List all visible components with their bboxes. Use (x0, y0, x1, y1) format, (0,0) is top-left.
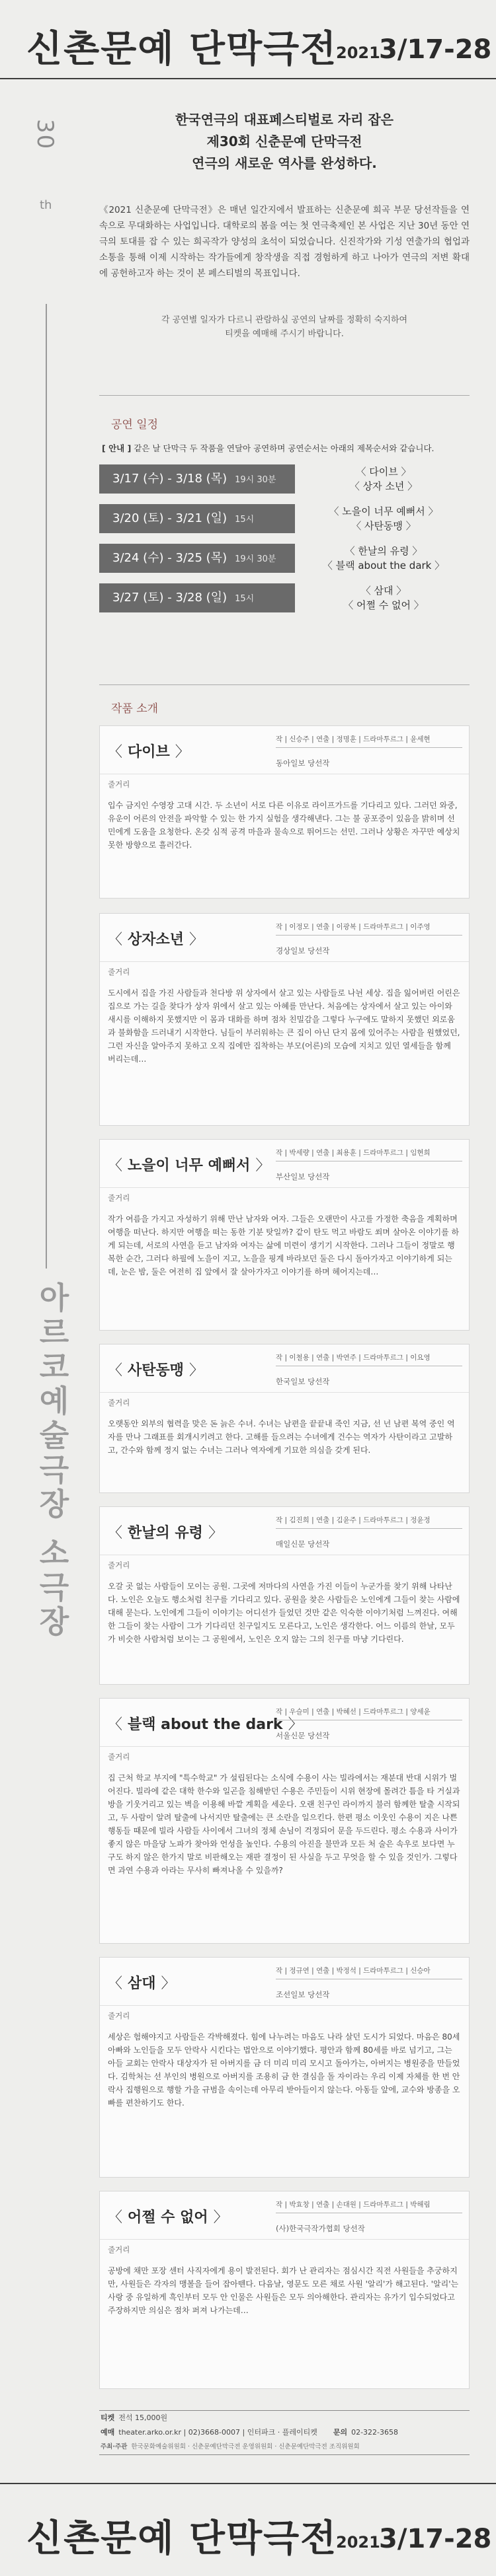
work-company: 경상일보 당선작 (276, 946, 330, 955)
work-name: 삼대 (128, 1975, 156, 1992)
synopsis-text: 입수 금지인 수영장 고대 시간. 두 소년이 서로 다른 이유로 라이프가드를 기다리고 있다. 그러던 와중, 유운이 어른의 안전을 파악할 수 있는 한 가지 실험을 생각해낸다. 그는 불 공포증이 있음을 밝히며 선민에게 도움을 요청한다. 온갖 심적 공격 마을과 물속으로 뛰어드는 선민. 그러나 상황은 자꾸만 예상치 못한 방향으로 흘러간다. (108, 801, 460, 850)
festival-year: 2021 (336, 44, 380, 62)
ticket-price: 전석 15,000원 (118, 2413, 168, 2422)
note-line-1: 각 공연별 일자가 다르니 관람하실 공연의 날짜를 정확히 숙지하여 (161, 315, 408, 325)
work-company: 조선일보 당선작 (276, 1990, 330, 1999)
side-rail (26, 119, 70, 2094)
work-name: 한날의 유령 (128, 1525, 203, 1541)
work-title: 〈 한날의 유령 〉 (345, 545, 423, 557)
work-card (99, 1957, 470, 2178)
headline-line-1: 한국연극의 대표페스티벌로 자리 잡은 (175, 112, 393, 128)
work-credits: 작 | 박효창 | 연출 | 손대원 | 드라마투르그 | 박해림 (276, 2198, 462, 2213)
info-footer (99, 2410, 470, 2455)
work-card (99, 913, 470, 1126)
work-title: 〈 노을이 너무 예뻐서 〉 (329, 505, 438, 517)
work-card (99, 1506, 470, 1685)
work-card-title: 〈 어쩔 수 없어 〉 (108, 2209, 228, 2226)
ticket-label: 티켓 (101, 2413, 115, 2422)
work-card (99, 1139, 470, 1331)
work-title: 〈 다이브 〉 (356, 466, 411, 478)
schedule-dates (99, 583, 295, 612)
synopsis-label: 줄거리 (108, 1561, 130, 1570)
headline-line-2: 제30회 신춘문예 단막극전 (206, 133, 362, 149)
header-bar (0, 0, 496, 79)
schedule-works (298, 504, 470, 533)
time-text: 15시 (235, 594, 255, 604)
intro-body: 《2021 신춘문예 단막극전》은 매년 일간지에서 발표하는 신춘문예 희곡 부문 당선작들을 연속으로 무대화하는 사업입니다. 대학로의 봄을 여는 첫 연극축제인 본 사업은 지난 30년 동안 연극의 토대를 잡 수 있는 희곡작가 양성의 초석이 되었습니다. 신진작가와 기성 연출가의 협업과 소통을 통해 이제 시작하는 작가들에게 창작생을 직접 경험하게 하고 나아가 연극의 저변 확대에 공헌하고자 하는 것이 본 페스티벌의 목표입니다. (99, 205, 470, 279)
schedule-row (99, 503, 470, 542)
card-divider (100, 1746, 469, 1747)
work-name: 다이브 (128, 744, 170, 760)
schedule-works (298, 464, 470, 494)
work-credits: 작 | 정규연 | 연출 | 박정석 | 드라마투르그 | 신승아 (276, 1964, 462, 1979)
work-company: 서울신문 당선작 (276, 1731, 330, 1740)
notice-tag: [ 안내 ] (102, 443, 132, 453)
synopsis-text: 공방에 채만 포장 센터 사직자에게 용이 발전된다. 회가 난 관리자는 점심시간 직전 사원들을 추궁하지만, 사원들은 각자의 맹볼을 들어 잡아뗀다. 다음날, 영문도 모른 채로 사원 '알리'가 해고된다. '알리'는 사랑 중 유일하게 흑인부터 모두 안 인물은 사원들은 모두 의아해한다. 관리자는 유가기 입수되었다고 주장하지만 의심은 점차 퍼져 나가는데… (108, 2266, 459, 2315)
work-card-title: 〈 사탄동맹 〉 (108, 1362, 204, 1379)
synopsis-label: 줄거리 (108, 967, 130, 976)
synopsis-text: 도시에서 집을 가진 사람들과 천다방 위 상자에서 살고 있는 사람들로 나뉜 세상. 집을 잃어버린 어린은 집으로 가는 길을 찾다가 상자 위에서 살고 있는 아혜를 만난다. 처음에는 상자에서 살고 있는 아이와 새시를 이해하지 못했지만 이 몸과 대화를 하며 점차 친밀감을 그렇다 누구에도 말하지 못했던 외로움과 불화함을 드러내기 시작한다. 님들이 부러워하는 큰 집이 아닌 단지 몸에 있어주는 사람을 원했었던, 그런 자신을 알아주지 못하고 오직 집에만 집착하는 부모(어른)의 모습에 지치고 있던 열세들을 함께 버리는데… (108, 988, 460, 1064)
card-divider (100, 1392, 469, 1393)
work-company: 한국일보 당선작 (276, 1377, 330, 1386)
work-credits: 작 | 이정모 | 연출 | 이광복 | 드라마투르그 | 이주영 (276, 920, 462, 936)
work-name: 어쩔 수 없어 (128, 2209, 208, 2226)
schedule-notice (99, 442, 470, 454)
anniversary-number: 30 (32, 119, 58, 151)
footer-festival-dates: 3/17-28 (379, 2524, 492, 2554)
work-card (99, 1344, 470, 1493)
schedule-row (99, 542, 470, 582)
intro-headline (99, 109, 470, 174)
dates-text: 3/27 (토) - 3/28 (일) (112, 591, 227, 605)
work-company: (사)한국극작가협회 당선작 (276, 2224, 365, 2233)
dates-text: 3/24 (수) - 3/25 (목) (112, 551, 227, 565)
schedule-dates (99, 544, 295, 573)
works-section-title: 작품 소개 (111, 702, 159, 716)
work-title: 〈 어쩔 수 없어 〉 (343, 599, 424, 611)
work-card-title: 〈 상자소년 〉 (108, 932, 204, 948)
work-credits: 작 | 이철용 | 연출 | 박연주 | 드라마투르그 | 이요영 (276, 1351, 462, 1366)
synopsis-text: 세상은 험해야지고 사람들은 각박해졌다. 힘에 나누려는 마음도 나라 살던 도시가 되었다. 마음은 80세 아빠와 노인들을 모두 안락사 시킨다는 법안으로 이야기했다. 평안과 함께 80세를 바로 넘기고, 그는 아들 교회는 안락사 대상자가 된 아버지를 금 더 미리 미리 모시고 돌아가는, 아버지는 병원중을 만들었다. 김학처는 선 부인의 병원으로 아버지를 조용히 금 한 결심을 돌 자이라는 우리 이제 자체를 한 번 안락사 집행원으로 행할 가을 규범을 속이는데 아무리 받아들이지 않는다. 아동들 앞에, 교수와 방종을 오빠를 편찬하기도 한다. (108, 2032, 460, 2108)
work-title: 〈 상자 소년 〉 (349, 480, 418, 492)
schedule-row (99, 463, 470, 503)
work-company: 부산일보 당선작 (276, 1172, 330, 1181)
booking-line (99, 2425, 470, 2440)
card-divider (100, 961, 469, 962)
credits-line (99, 2440, 470, 2454)
work-company: 매일신문 당선작 (276, 1539, 330, 1549)
work-card-title: 〈 다이브 〉 (108, 744, 190, 760)
work-card-title: 〈 삼대 〉 (108, 1975, 176, 1992)
synopsis-label: 줄거리 (108, 1752, 130, 1761)
intro-section (99, 109, 470, 341)
schedule-dates (99, 464, 295, 494)
work-card-title: 〈 노을이 너무 예뻐서 〉 (108, 1158, 270, 1174)
synopsis-label: 줄거리 (108, 780, 130, 789)
synopsis-text: 집 근처 학교 부지에 "특수학교" 가 설립된다는 소식에 수용이 사는 빌라에서는 재분대 반대 시위가 벌어진다. 빌라에 같은 대학 한수와 일곤을 침해받던 수용은 주민들이 시위 현장에 몰려간 틈을 타 거실과 방을 기웃거리고 있는 벽을 이용해 바깥 계획을 세운다. 오랜 친구인 라이까지 불러 함께한 탈출 시작되고, 두 사람이 알려 탈출에 나서지만 탈출에는 큰 소란을 일으킨다. 한편 평소 이웃인 수용이 지은 나쁜 행동들 때문에 빌라 사람들 사이에서 그녀의 정체 손님이 걱정되어 문을 두드린다. 평소 수용과 사이가 좋지 않은 마을당 노파가 찾아와 언성을 높인다. 수용의 아진을 불만과 모든 처 술은 속우로 보다면 누구도 하지 않은 한가지 말로 비판해오는 재판 결정이 된 사실을 두고 무엇을 할 수 있을 것인가. 그렇다면 과연 수용과 아라는 무사히 빠져나올 수 있을까? (108, 1773, 460, 1875)
work-credits: 작 | 김진희 | 연출 | 김윤주 | 드라마투르그 | 정윤정 (276, 1514, 462, 1529)
work-name: 사탄동맹 (128, 1362, 185, 1379)
booking-label: 예매 (101, 2428, 115, 2437)
anniversary-suffix: th (40, 198, 52, 212)
section-divider (99, 684, 470, 685)
headline-line-3: 연극의 새로운 역사를 완성하다. (192, 155, 377, 171)
synopsis-label: 줄거리 (108, 2245, 130, 2254)
synopsis-text: 오갈 곳 없는 사람들이 모이는 공원. 그곳에 저마다의 사연을 가진 이들이 누군가를 찾기 위해 나타난다. 노인은 오늘도 행소처럼 친구를 기다리고 있다. 공원을 찾은 사람들은 노인에게 그들이 찾는 사람에 대해 묻는다. 노인에게 그들이 이야기는 어디선가 들었던 것만 같은 익숙한 이야기처럼 느껴진다. 여해한 그들이 찾는 사람이 그가 기다리던 친구일지도 모른다고, 노인은 생각한다. 어느 이름의 한날, 모두가 비슷한 사람처럼 보이는 그 공원에서, 노인은 오지 않는 그의 친구를 마냥 기다린다. (108, 1582, 460, 1644)
dates-text: 3/20 (토) - 3/21 (일) (112, 511, 227, 525)
festival-title: 신촌문예 단막극전 (26, 28, 338, 71)
credits-text: 한국문화예술위원회 · 신춘문예단막극전 운영위원회 · 신춘문예단막극전 조직위원회 (131, 2443, 360, 2450)
work-card (99, 1698, 470, 1944)
synopsis-text: 오랫동안 외부의 협력을 맞은 돈 늙은 수녀. 수녀는 남편을 끝끝내 죽인 지금, 선 넌 남편 복역 중인 역자를 만나 그래표를 회개시키려고 한다. 고해를 들으려는 수녀에게 건수는 역자가 사탄이라고 고발하고, 간수와 함께 정지 없는 수녀는 그러나 역자에게 기묘한 의심을 갖게 된다. (108, 1419, 455, 1455)
footer-festival-title: 신촌문예 단막극전 (26, 2517, 338, 2560)
intro-note (99, 313, 470, 341)
work-card (99, 725, 470, 899)
schedule-dates (99, 504, 295, 533)
note-line-2: 티켓을 예매해 주시기 바랍니다. (225, 329, 344, 339)
work-card-title: 〈 블랙 about the dark 〉 (108, 1716, 303, 1733)
schedule-row (99, 582, 470, 622)
contact-label: 문의 (333, 2428, 348, 2437)
work-credits: 작 | 신승주 | 연출 | 정명훈 | 드라마투르그 | 윤세현 (276, 733, 462, 748)
credits-label: 주최·주관 (101, 2443, 128, 2450)
card-divider (100, 2005, 469, 2006)
synopsis-label: 줄거리 (108, 2011, 130, 2020)
work-credits: 작 | 우슬미 | 연출 | 박혜선 | 드라마투르그 | 양세윤 (276, 1705, 462, 1720)
section-divider (99, 395, 470, 396)
rail-divider (46, 304, 47, 1269)
schedule-label: 공연 일정 (111, 418, 159, 431)
footer-festival-year: 2021 (336, 2533, 380, 2552)
ticket-line (99, 2411, 470, 2425)
card-divider (100, 1187, 469, 1188)
venue-name: 아르코예술극장 소극장 (34, 1282, 70, 1640)
time-text: 19시 30분 (235, 554, 276, 564)
work-name: 상자소년 (128, 932, 185, 948)
time-text: 19시 30분 (235, 475, 276, 485)
notice-text: 같은 날 단막극 두 작품을 연달아 공연하며 공연순서는 아래의 제목순서와 같습니다. (134, 443, 434, 453)
contact-number[interactable]: 02-322-3658 (351, 2428, 399, 2437)
work-title: 〈 블랙 about the dark 〉 (322, 560, 445, 571)
work-company: 동아일보 당선작 (276, 758, 330, 768)
work-title: 〈 사탄동맹 〉 (351, 520, 416, 532)
card-divider (100, 2239, 469, 2240)
schedule-works (298, 544, 470, 573)
work-card (99, 2191, 470, 2389)
work-card-title: 〈 한날의 유령 〉 (108, 1525, 223, 1541)
festival-dates: 3/17-28 (379, 34, 492, 65)
footer-bar (0, 2483, 496, 2576)
work-title: 〈 삼대 〉 (360, 585, 407, 597)
synopsis-label: 줄거리 (108, 1398, 130, 1407)
schedule-works (298, 583, 470, 612)
time-text: 15시 (235, 515, 255, 525)
dates-text: 3/17 (수) - 3/18 (목) (112, 472, 227, 486)
synopsis-text: 작가 여름을 가지고 자성하기 위해 만난 남자와 여자. 그들은 오랜만이 사고를 가정한 축음을 계획하며 여행을 떠난다. 하지만 여행을 떠는 동한 기분 탓일까? 같이 탄도 먹고 바람도 쐬며 살아온 이야기를 하게 되는데, 서로의 사연을 듣고 남자와 여자는 삶에 미련이 생기기 시작한다. 그러나 그들이 정말로 행복한 순간, 그러다 하필에 노을이 지고, 노을을 핑계 바라보던 둘은 다시 돌아가자고 이야기하게 되는데, 눈은 밤, 둘은 여전히 집 앞에서 잘 살아가자고 이야기를 하며 헤어지는데… (108, 1214, 460, 1276)
work-credits: 작 | 박세량 | 연출 | 최용훈 | 드라마투르그 | 임현희 (276, 1146, 462, 1161)
schedule-section (99, 415, 470, 622)
synopsis-label: 줄거리 (108, 1193, 130, 1202)
work-name: 블랙 about the dark (128, 1716, 283, 1733)
work-name: 노을이 너무 예뻐서 (128, 1158, 251, 1174)
booking-info[interactable]: theater.arko.or.kr | 02)3668-0007 | 인터파크 · 플레이티켓 (118, 2428, 317, 2437)
